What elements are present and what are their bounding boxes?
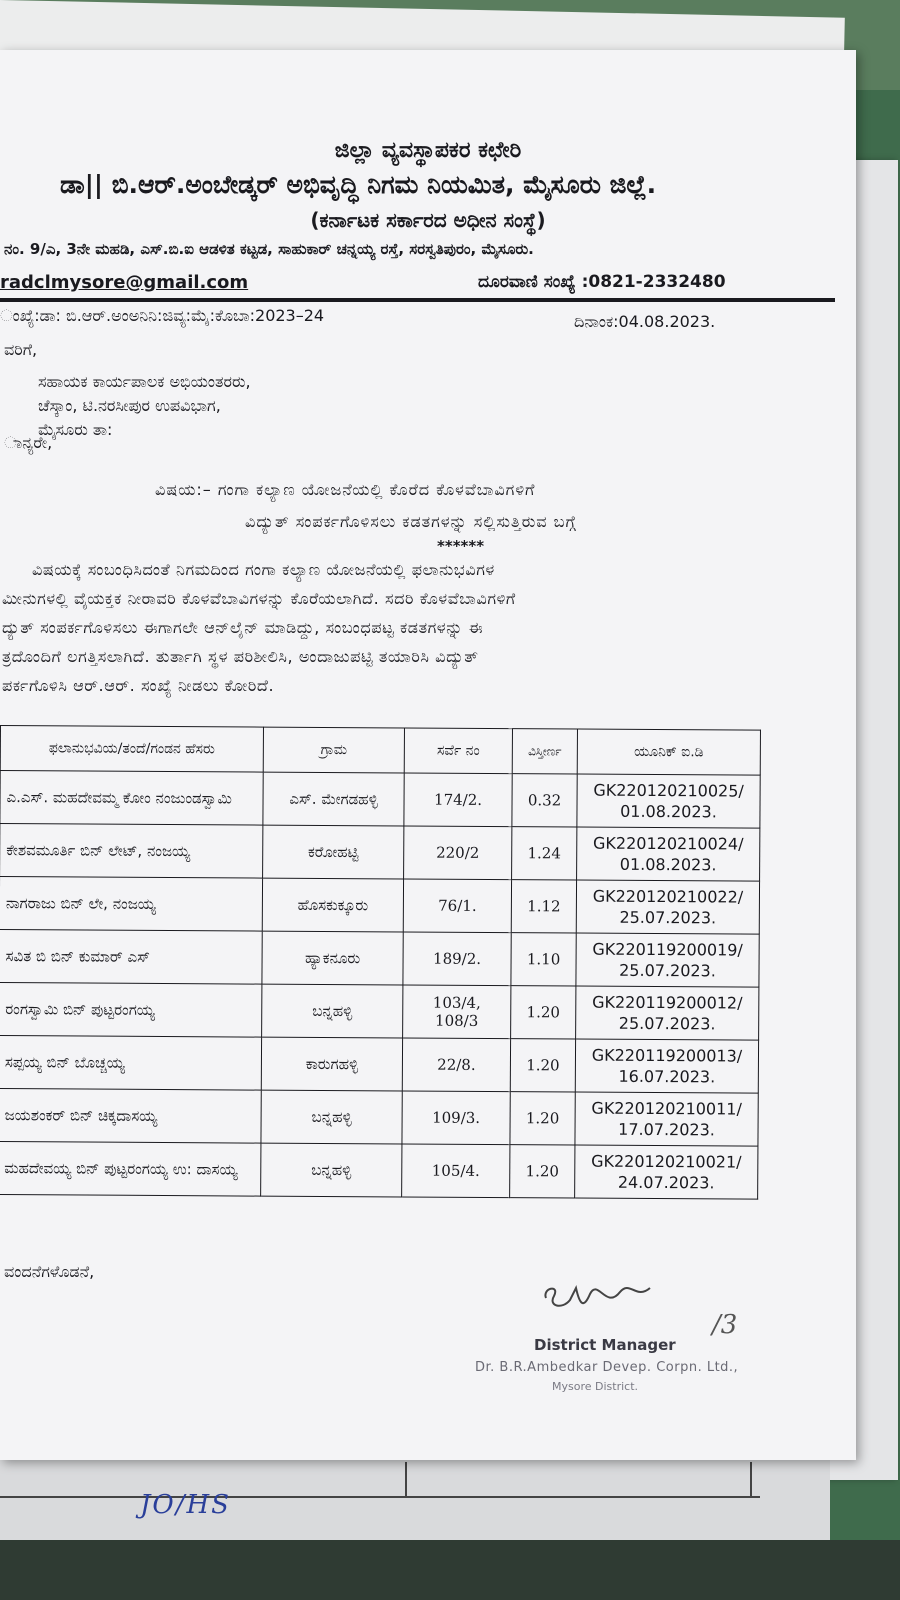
recipient-line: ಮೈಸೂರು ತಾ:: [38, 420, 113, 439]
phone-number: ದೂರವಾಣಿ ಸಂಖ್ಯೆ :0821-2332480: [478, 272, 726, 292]
area-value: 1.12: [511, 880, 576, 933]
table-row: [0, 1088, 758, 1146]
survey-number: 174/2.: [404, 773, 512, 827]
beneficiary-name: ಕೇಶವಮೂರ್ತಿ ಬಿನ್ ಲೇಟ್, ನಂಜಯ್ಯ: [0, 824, 263, 879]
beneficiary-name: ಮಹದೇವಯ್ಯ ಬಿನ್ ಪುಟ್ಟರಂಗಯ್ಯ ಉ: ದಾಸಯ್ಯ: [0, 1141, 261, 1196]
unique-id-date: 01.08.2023.: [619, 854, 717, 875]
handwritten-note: JO/HS: [140, 1490, 231, 1520]
area-value: 0.32: [512, 774, 577, 827]
unique-id-date: 01.08.2023.: [620, 801, 717, 822]
village-name: ಬನ್ನಹಳ್ಳಿ: [262, 984, 403, 1038]
unique-id-date: 24.07.2023.: [617, 1172, 715, 1193]
village-name: ಎಸ್. ಮೇಗಡಹಳ್ಳಿ: [263, 772, 404, 826]
table-row: [0, 1035, 759, 1093]
recipient-line: ಚೆಸ್ಕಾಂ, ಟಿ.ನರಸೀಪುರ ಉಪವಿಭಾಗ,: [38, 396, 221, 415]
recipient-line: ಸಹಾಯಕ ಕಾರ್ಯಪಾಲಕ ಅಭಿಯಂತರರು,: [38, 372, 251, 391]
survey-number: 109/3.: [402, 1091, 510, 1145]
table-row: [0, 771, 760, 829]
unique-id: GK220120210021/: [591, 1151, 742, 1172]
unique-id-cell: [575, 1145, 758, 1199]
village-name: ಹೊಸಕುಕ್ಕೂರು: [262, 878, 403, 932]
closing-line: ವಂದನೆಗಳೊಡನೆ,: [4, 1262, 95, 1281]
email-address: radclmysore@gmail.com: [0, 272, 249, 293]
unique-id-cell: [576, 933, 759, 987]
unique-id-date: 25.07.2023.: [619, 907, 717, 928]
unique-id-cell: [577, 774, 760, 828]
unique-id: GK220120210025/: [593, 780, 744, 801]
body-line: ದ್ಯುತ್ ಸಂಪರ್ಕಗೊಳಿಸಲು ಈಗಾಗಲೇ ಆನ್‌ಲೈನ್ ಮಾಡಿದ್ದು, ಸಂಬಂಧಪಟ್ಟ ಕಡತಗಳನ್ನು ಈ: [2, 618, 484, 637]
table-row: [0, 1141, 758, 1199]
table-row: [0, 982, 759, 1040]
header-name: ಫಲಾನುಭವಿಯ/ತಂದೆ/ಗಂಡನ ಹೆಸರು: [0, 726, 263, 773]
village-name: ಕಾರುಗಹಳ್ಳಿ: [261, 1037, 402, 1091]
stamp-organisation: Dr. B.R.Ambedkar Devep. Corpn. Ltd.,: [475, 1360, 739, 1375]
letter-page: [0, 50, 856, 1460]
area-value: 1.10: [511, 933, 576, 986]
unique-id-cell: [575, 1039, 758, 1093]
stamp-title: District Manager: [534, 1336, 676, 1354]
unique-id: GK220119200012/: [592, 992, 743, 1013]
beneficiary-name: ಜಯಶಂಕರ್ ಬಿನ್ ಚಿಕ್ಕದಾಸಯ್ಯ: [0, 1088, 261, 1143]
unique-id: GK220119200019/: [592, 939, 743, 960]
signature-scribble: [540, 1270, 660, 1320]
header-village: ಗ್ರಾಮ: [263, 727, 404, 773]
beneficiary-name: ನಾಗರಾಜು ಬಿನ್ ಲೇ, ನಂಜಯ್ಯ: [0, 877, 263, 932]
body-line: ಮೀನುಗಳಲ್ಲಿ ವೈಯಕ್ತಕ ನೀರಾವರಿ ಕೊಳವೆಬಾವಿಗಳನ್ನು ಕೊರೆಯಲಾಗಿದೆ. ಸದರಿ ಕೊಳವೆಬಾವಿಗಳಿಗೆ: [2, 589, 516, 608]
header-unique-id: ಯೂನಿಕ್ ಐ.ಡಿ: [577, 729, 760, 775]
beneficiary-table: [0, 725, 761, 1200]
header-rule: [0, 298, 835, 302]
subject-line: ವಿದ್ಯುತ್ ಸಂಪರ್ಕಗೊಳಿಸಲು ಕಡತಗಳನ್ನು ಸಲ್ಲಿಸುತ್ತಿರುವ ಬಗ್ಗೆ: [245, 512, 577, 531]
body-line: ತ್ರದೊಂದಿಗೆ ಲಗತ್ತಿಸಲಾಗಿದೆ. ತುರ್ತಾಗಿ ಸ್ಥಳ ಪರಿಶೀಲಿಸಿ, ಅಂದಾಜುಪಟ್ಟಿ ತಯಾರಿಸಿ ವಿದ್ಯುತ್: [2, 647, 479, 666]
header-area: ವಿಸ್ತೀರ್ಣ: [512, 729, 577, 774]
survey-number: 220/2: [404, 826, 512, 880]
table-header-row: [0, 726, 760, 776]
beneficiary-name: ರಂಗಸ್ವಾಮಿ ಬಿನ್ ಪುಟ್ಟರಂಗಯ್ಯ: [0, 982, 262, 1037]
area-value: 1.20: [510, 1092, 575, 1145]
govt-note: (ಕರ್ನಾಟಕ ಸರ್ಕಾರದ ಅಧೀನ ಸಂಸ್ಥೆ): [310, 208, 546, 232]
village-name: ಬನ್ನಹಳ್ಳಿ: [261, 1143, 402, 1197]
area-value: 1.20: [510, 1039, 575, 1092]
unique-id: GK220120210011/: [591, 1098, 742, 1119]
beneficiary-name: ಸಪ್ಪಯ್ಯ ಬಿನ್ ಬೊಚ್ಚಯ್ಯ: [0, 1035, 262, 1090]
survey-number: 22/8.: [402, 1038, 510, 1092]
body-line: ಪರ್ಕಗೊಳಿಸಿ ಆರ್.ಆರ್. ಸಂಖ್ಯೆ ನೀಡಲು ಕೋರಿದೆ.: [2, 676, 275, 695]
office-address: ನಂ. 9/ಎ, 3ನೇ ಮಹಡಿ, ಎಸ್.ಬಿ.ಐ ಆಡಳಿತ ಕಟ್ಟಡ, ಸಾಹುಕಾರ್ ಚನ್ನಯ್ಯ ರಸ್ತೆ, ಸರಸ್ವತಿಪುರಂ, ಮೈಸೂರು.: [4, 240, 534, 258]
body-line: ವಿಷಯಕ್ಕೆ ಸಂಬಂಧಿಸಿದಂತೆ ನಿಗಮದಿಂದ ಗಂಗಾ ಕಲ್ಯಾಣ ಯೋಜನೆಯಲ್ಲಿ ಫಲಾನುಭವಿಗಳ: [32, 560, 495, 579]
reference-number: ಂಖ್ಯೆ:ಡಾ: ಬಿ.ಆರ್.ಅಂಅನಿನಿ:ಜಿವ್ಯ:ಮೈ:ಕೊಬಾ:2023–24: [0, 306, 325, 325]
unique-id: GK220119200013/: [591, 1045, 743, 1066]
unique-id-date: 25.07.2023.: [619, 960, 716, 981]
survey-number: 189/2.: [403, 932, 511, 986]
survey-number: 103/4, 108/3: [403, 985, 511, 1039]
header-survey: ಸರ್ವೆ ನಂ: [404, 728, 512, 774]
unique-id-date: 16.07.2023.: [618, 1066, 716, 1087]
village-name: ಕರೋಹಟ್ಟಿ: [263, 825, 404, 879]
table-row: [0, 824, 760, 882]
stamp-district: Mysore District.: [552, 1380, 639, 1393]
village-name: ಹ್ಯಾಕನೂರು: [262, 931, 403, 985]
unique-id-date: 17.07.2023.: [618, 1119, 715, 1140]
unique-id: GK220120210022/: [592, 886, 744, 907]
village-name: ಬನ್ನಹಳ್ಳಿ: [261, 1090, 402, 1144]
survey-number: 105/4.: [402, 1144, 510, 1198]
office-title: ಜಿಲ್ಲಾ ವ್ಯವಸ್ಥಾಪಕರ ಕಛೇರಿ: [334, 138, 522, 163]
survey-number: 76/1.: [403, 879, 511, 933]
letter-date: ದಿನಾಂಕ:04.08.2023.: [574, 312, 716, 331]
table-row: [0, 877, 760, 935]
unique-id: GK220120210024/: [593, 833, 744, 854]
subject-line: ವಿಷಯ:– ಗಂಗಾ ಕಲ್ಯಾಣ ಯೋಜನೆಯಲ್ಲಿ ಕೊರೆದ ಕೊಳವೆಬಾವಿಗಳಿಗೆ: [155, 480, 536, 499]
unique-id-cell: [576, 986, 759, 1040]
separator: ******: [437, 537, 485, 555]
organisation-name: ಡಾ|| ಬಿ.ಆರ್.ಅಂಬೇಡ್ಕರ್ ಅಭಿವೃದ್ಧಿ ನಿಗಮ ನಿಯಮಿತ, ಮೈಸೂರು ಜಿಲ್ಲೆ.: [60, 170, 657, 199]
background-bottom: [0, 1540, 900, 1600]
signature-initials: /3: [712, 1310, 738, 1340]
salutation: ಾನ್ಯರೇ,: [4, 433, 53, 452]
beneficiary-name: ಎ.ಎಸ್. ಮಹದೇವಮ್ಮ ಕೋಂ ನಂಜುಂಡಸ್ವಾಮಿ: [0, 771, 263, 826]
unique-id-cell: [577, 827, 760, 881]
area-value: 1.20: [511, 986, 576, 1039]
unique-id-cell: [576, 880, 759, 934]
unique-id-date: 25.07.2023.: [618, 1013, 716, 1034]
table-row: [0, 929, 759, 987]
area-value: 1.20: [510, 1145, 575, 1198]
beneficiary-name: ಸವಿತ ಬಿ ಬಿನ್ ಕುಮಾರ್ ಎಸ್: [0, 929, 262, 984]
area-value: 1.24: [512, 827, 577, 880]
to-line: ವರಿಗೆ,: [4, 340, 38, 359]
unique-id-cell: [575, 1092, 758, 1146]
